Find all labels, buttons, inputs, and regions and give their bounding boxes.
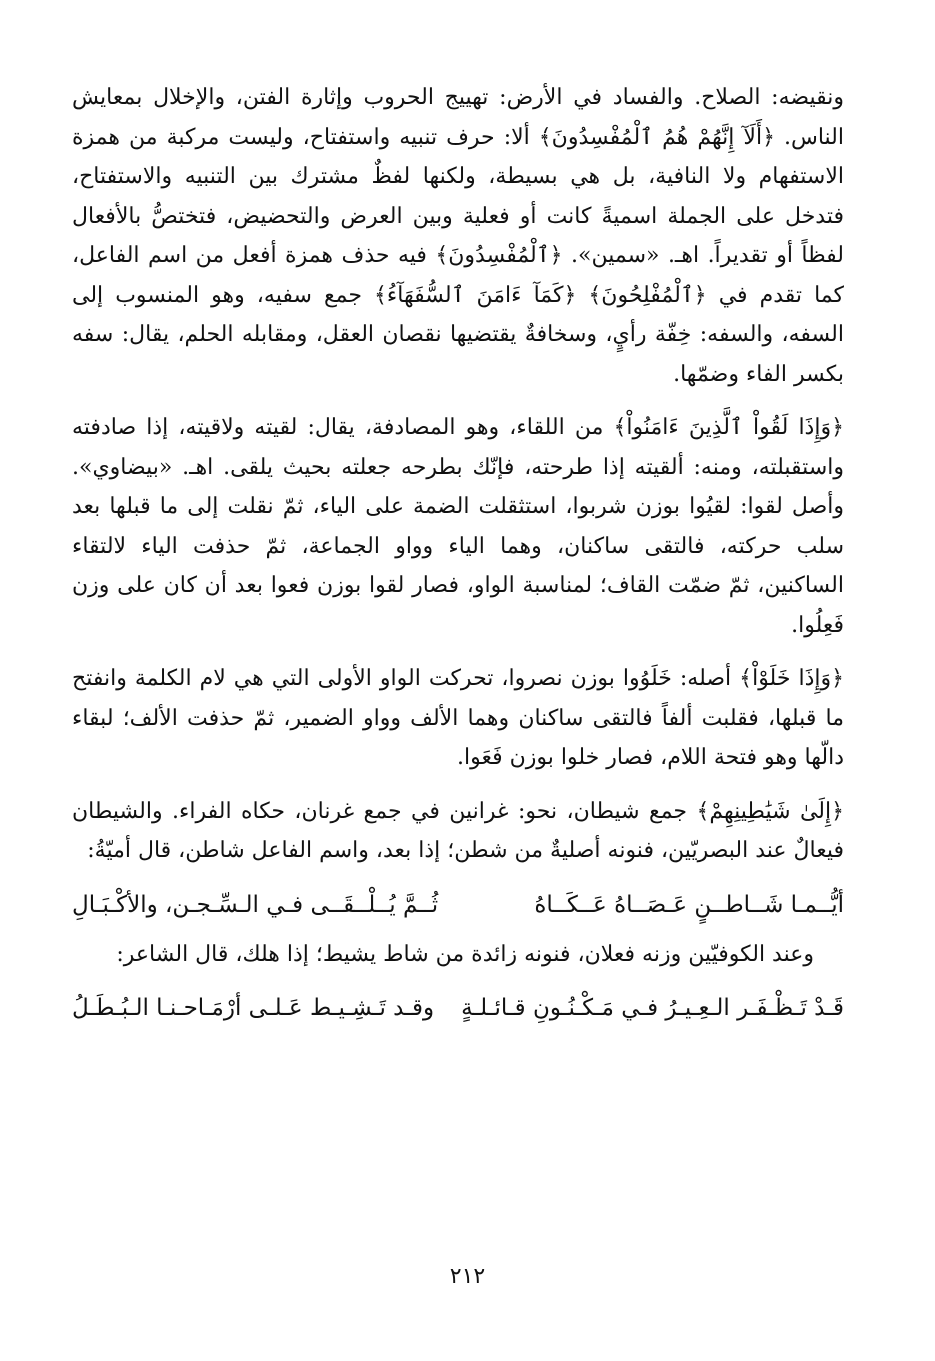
poem-verse-1: [72, 885, 844, 925]
paragraph-5: وعند الكوفيّين وزنه فعلان، فنونه زائدة من شاط يشيط؛ إذا هلك، قال الشاعر:: [116, 941, 814, 967]
paragraph-4: ﴿إِلَىٰ شَيَٰطِينِهِمْ﴾ جمع شيطان، نحو: غرانين في جمع غرنان، حكاه الفراء. والشيطان فيعالٌ عند البصريّين، فنونه أصليةٌ من شطن؛ إذا بعد، واسم الفاعل شاطن، قال أميّةُ:: [72, 798, 844, 863]
verse-1-first-hemistich: أيُّــمـا شَــاطــنٍ عَـصَــاهُ عَــكَــاهُ: [534, 891, 844, 918]
paragraph-1: ونقيضه: الصلاح. والفساد في الأرض: تهييج الحروب وإثارة الفتن، والإخلال بمعايش الناس. ﴿أَلَآ إِنَّهُمْ هُمُ ٱلْمُفْسِدُونَ﴾ ألا: حرف تنبيه واستفتاح، وليست مركبة من همزة الاستفهام ولا النافية، بل هي بسيطة، ولكنها لفظٌ مشترك بين التنبيه والاستفتاح، فتدخل على الجملة اسميةً كانت أو فعلية وبين العرض والتحضيض، فتختصُّ بالأفعال لفظاً أو تقديراً. اهـ. «سمين». ﴿ٱلْمُفْسِدُونَ﴾ فيه حذف همزة أفعل من اسم الفاعل، كما تقدم في ﴿ٱلْمُفْلِحُونَ﴾ ﴿كَمَآ ءَامَنَ ٱلسُّفَهَآءُ﴾ جمع سفيه، وهو المنسوب إلى السفه، والسفه: خِفّة رأيٍ، وسخافةٌ يقتضيها نقصان العقل، ومقابله الحلم، يقال: سفه بكسر الفاء وضمّها.: [72, 85, 844, 387]
paragraph-3: ﴿وَإِذَا خَلَوْاْ﴾ أصله: خَلَوُوا بوزن نصروا، تحركت الواو الأولى التي هي لام الكلمة وانفتح ما قبلها، فقلبت ألفاً فالتقى ساكنان وهما الألف وواو الضمير، ثمّ حذفت الألف؛ لبقاء دالّها وهو فتحة اللام، فصار خلوا بوزن فَعَوا.: [72, 666, 844, 770]
page-number: ٢١٢: [449, 1264, 486, 1289]
poem-verse-2: [72, 988, 844, 1028]
verse-1-second-hemistich: ثُــمَّ يُــلْــقَــى فـي الـسِّـجـن، والأكْـبَـالِ: [72, 891, 439, 918]
verse-2-first-hemistich: قَـدْ تَـظْـفَـر الـعِـيـرُ فـي مَـكْـنُـونِ قـائـلـةٍ: [461, 995, 844, 1021]
paragraph-2: ﴿وَإِذَا لَقُواْ ٱلَّذِينَ ءَامَنُواْ﴾ من اللقاء، وهو المصادفة، يقال: لقيته ولاقيته، إذا صادفته واستقبلته، ومنه: ألقيته إذا طرحته، فإنّك بطرحه جعلته بحيث يلقى. اهـ. «بيضاوي». وأصل لقوا: لقيُوا بوزن شربوا، استثقلت الضمة على الياء، ثمّ نقلت إلى ما قبلها بعد سلب حركته، فالتقى ساكنان، وهما الياء وواو الجماعة، ثمّ حذفت الياء لالتقاء الساكنين، ثمّ ضمّت القاف؛ لمناسبة الواو، فصار لقوا بوزن فعوا بعد أن كان على وزن فَعِلُوا.: [72, 415, 844, 638]
verse-2-second-hemistich: وقـد تَـشِـيـط عَـلـى أرْمَـاحـنـا الـبُـطَـلُ: [72, 995, 435, 1021]
page-body: [72, 78, 844, 1038]
